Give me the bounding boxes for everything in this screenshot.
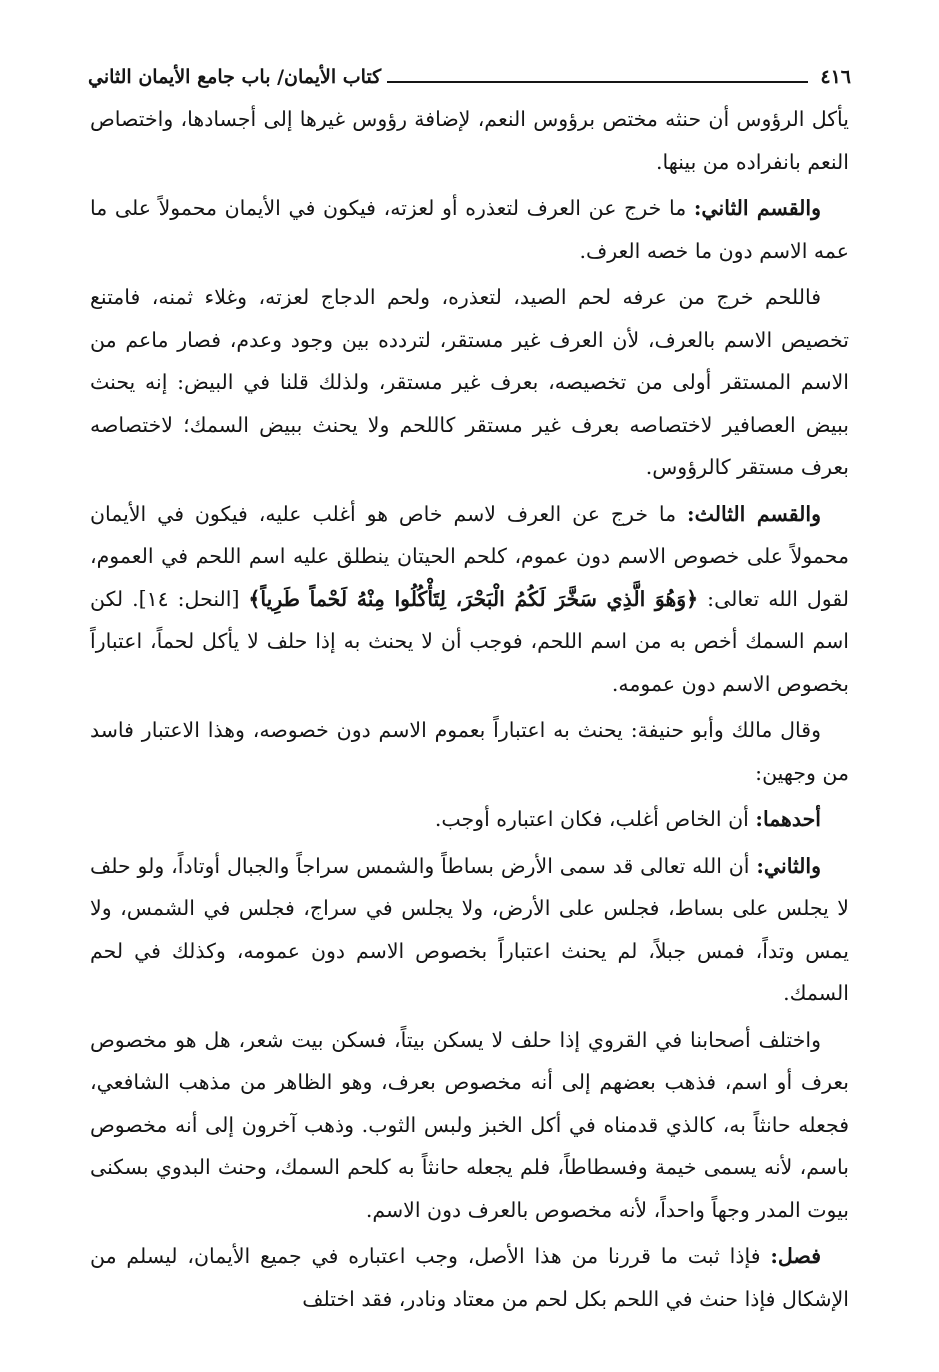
paragraph-lead: والقسم الثاني: [693,196,821,220]
paragraph-lead: والثاني: [756,853,821,878]
running-title: كتاب الأيمان/ باب جامع الأيمان الثاني [88,66,382,88]
header-rule [387,81,808,83]
paragraph-text: فاللحم خرج من عرفه لحم الصيد، لتعذره، ولحم الدجاج لعزته، وغلاء ثمنه، فامتنع تخصيص الاسم بالعرف، لأن العرف غير مستقر، لتردده بين وجود وعدم، فصار ماعم من الاسم المستقر أولى من تخصيصه، بعرف غير مستقر، ولذلك قلنا في البيض: إنه يحنث ببيض العصافير لاختصاصه بعرف غير مستقر كاللحم ولا يحنث ببيض السمك؛ لاختصاصه بعرف مستقر كالرؤوس. [90,285,849,479]
paragraph-7 [90,845,849,1015]
paragraph-text: واختلف أصحابنا في القروي إذا حلف لا يسكن بيتاً، فسكن بيت شعر، هل هو مخصوص بعرف أو اسم، فذهب بعضهم إلى أنه مخصوص بعرف، وهو الظاهر من مذهب الشافعي، فجعله حانثاً به، كالذي قدمناه في أكل الخبز ولبس الثوب. وذهب آخرون إلى أنه مخصوص باسم، لأنه يسمى خيمة وفسطاطاً، فلم يجعله حانثاً به كلحم السمك، وحنث البدوي بسكنى بيوت المدر وجهاً واحداً، لأنه مخصوص بالعرف دون الاسم. [90,1027,849,1222]
paragraph-text: أن الخاص أغلب، فكان اعتباره أوجب. [434,807,756,831]
paragraph-lead: أحدهما: [755,807,821,831]
paragraph-4 [90,493,849,706]
paragraph-text: ما خرج عن العرف لاسم خاص هو أغلب عليه، فيكون في الأيمان محمولاً على خصوص الاسم دون عموم، كلحم الحيتان ينطلق عليه اسم اللحم في العموم، لقول الله تعالى: [90,501,849,611]
paragraph-5 [90,709,849,794]
paragraph-6 [90,798,849,841]
paragraph-8 [90,1019,849,1232]
paragraph-text: فإذا ثبت ما قررنا من هذا الأصل، وجب اعتباره في جميع الأيمان، ليسلم من الإشكال فإذا حنث في اللحم بكل لحم من معتاد ونادر، فقد اختلف [90,1244,849,1311]
paragraph-text: أن الله تعالى قد سمى الأرض بساطاً والشمس سراجاً والجبال أوتاداً، ولو حلف لا يجلس على بساط، فجلس على الأرض، ولا يجلس في سراج، فجلس في الشمس، ولا يمس وتداً، فمس جبلاً، لم يحنث اعتباراً بخصوص الاسم دون عمومه، وكذلك في لحم السمك. [90,853,849,1005]
paragraph-3 [90,276,849,489]
page-number: ٤١٦ [820,66,851,88]
paragraph-1 [90,98,849,183]
page-body [90,98,849,1324]
paragraph-9 [90,1235,849,1320]
paragraph-lead: والقسم الثالث: [687,501,821,526]
quran-quote: ﴿وَهُوَ الَّذِي سَخَّرَ لَكُمُ الْبَحْرَ، لِتَأْكُلُوا مِنْهُ لَحْماً طَرِياً﴾ [248,586,699,611]
paragraph-2 [90,187,849,272]
paragraph-text: يأكل الرؤوس أن حنثه مختص برؤوس النعم، لإضافة رؤوس غيرها إلى أجسادها، واختصاص النعم بانفراده من بينها. [90,107,849,174]
paragraph-lead: فصل: [770,1244,821,1268]
paragraph-text-continued: [النحل: ١٤]. لكن اسم السمك أخص به من اسم اللحم، فوجب أن لا يحنث به إذا حلف لا يأكل لحماً، اعتباراً بخصوص الاسم دون عمومه. [90,586,849,696]
paragraph-text: ما خرج عن العرف لتعذره أو لعزته، فيكون في الأيمان محمولاً على ما عمه الاسم دون ما خصه العرف. [90,196,849,263]
page-header [88,62,851,92]
paragraph-text: وقال مالك وأبو حنيفة: يحنث به اعتباراً بعموم الاسم دون خصوصه، وهذا الاعتبار فاسد من وجهين: [90,718,849,785]
